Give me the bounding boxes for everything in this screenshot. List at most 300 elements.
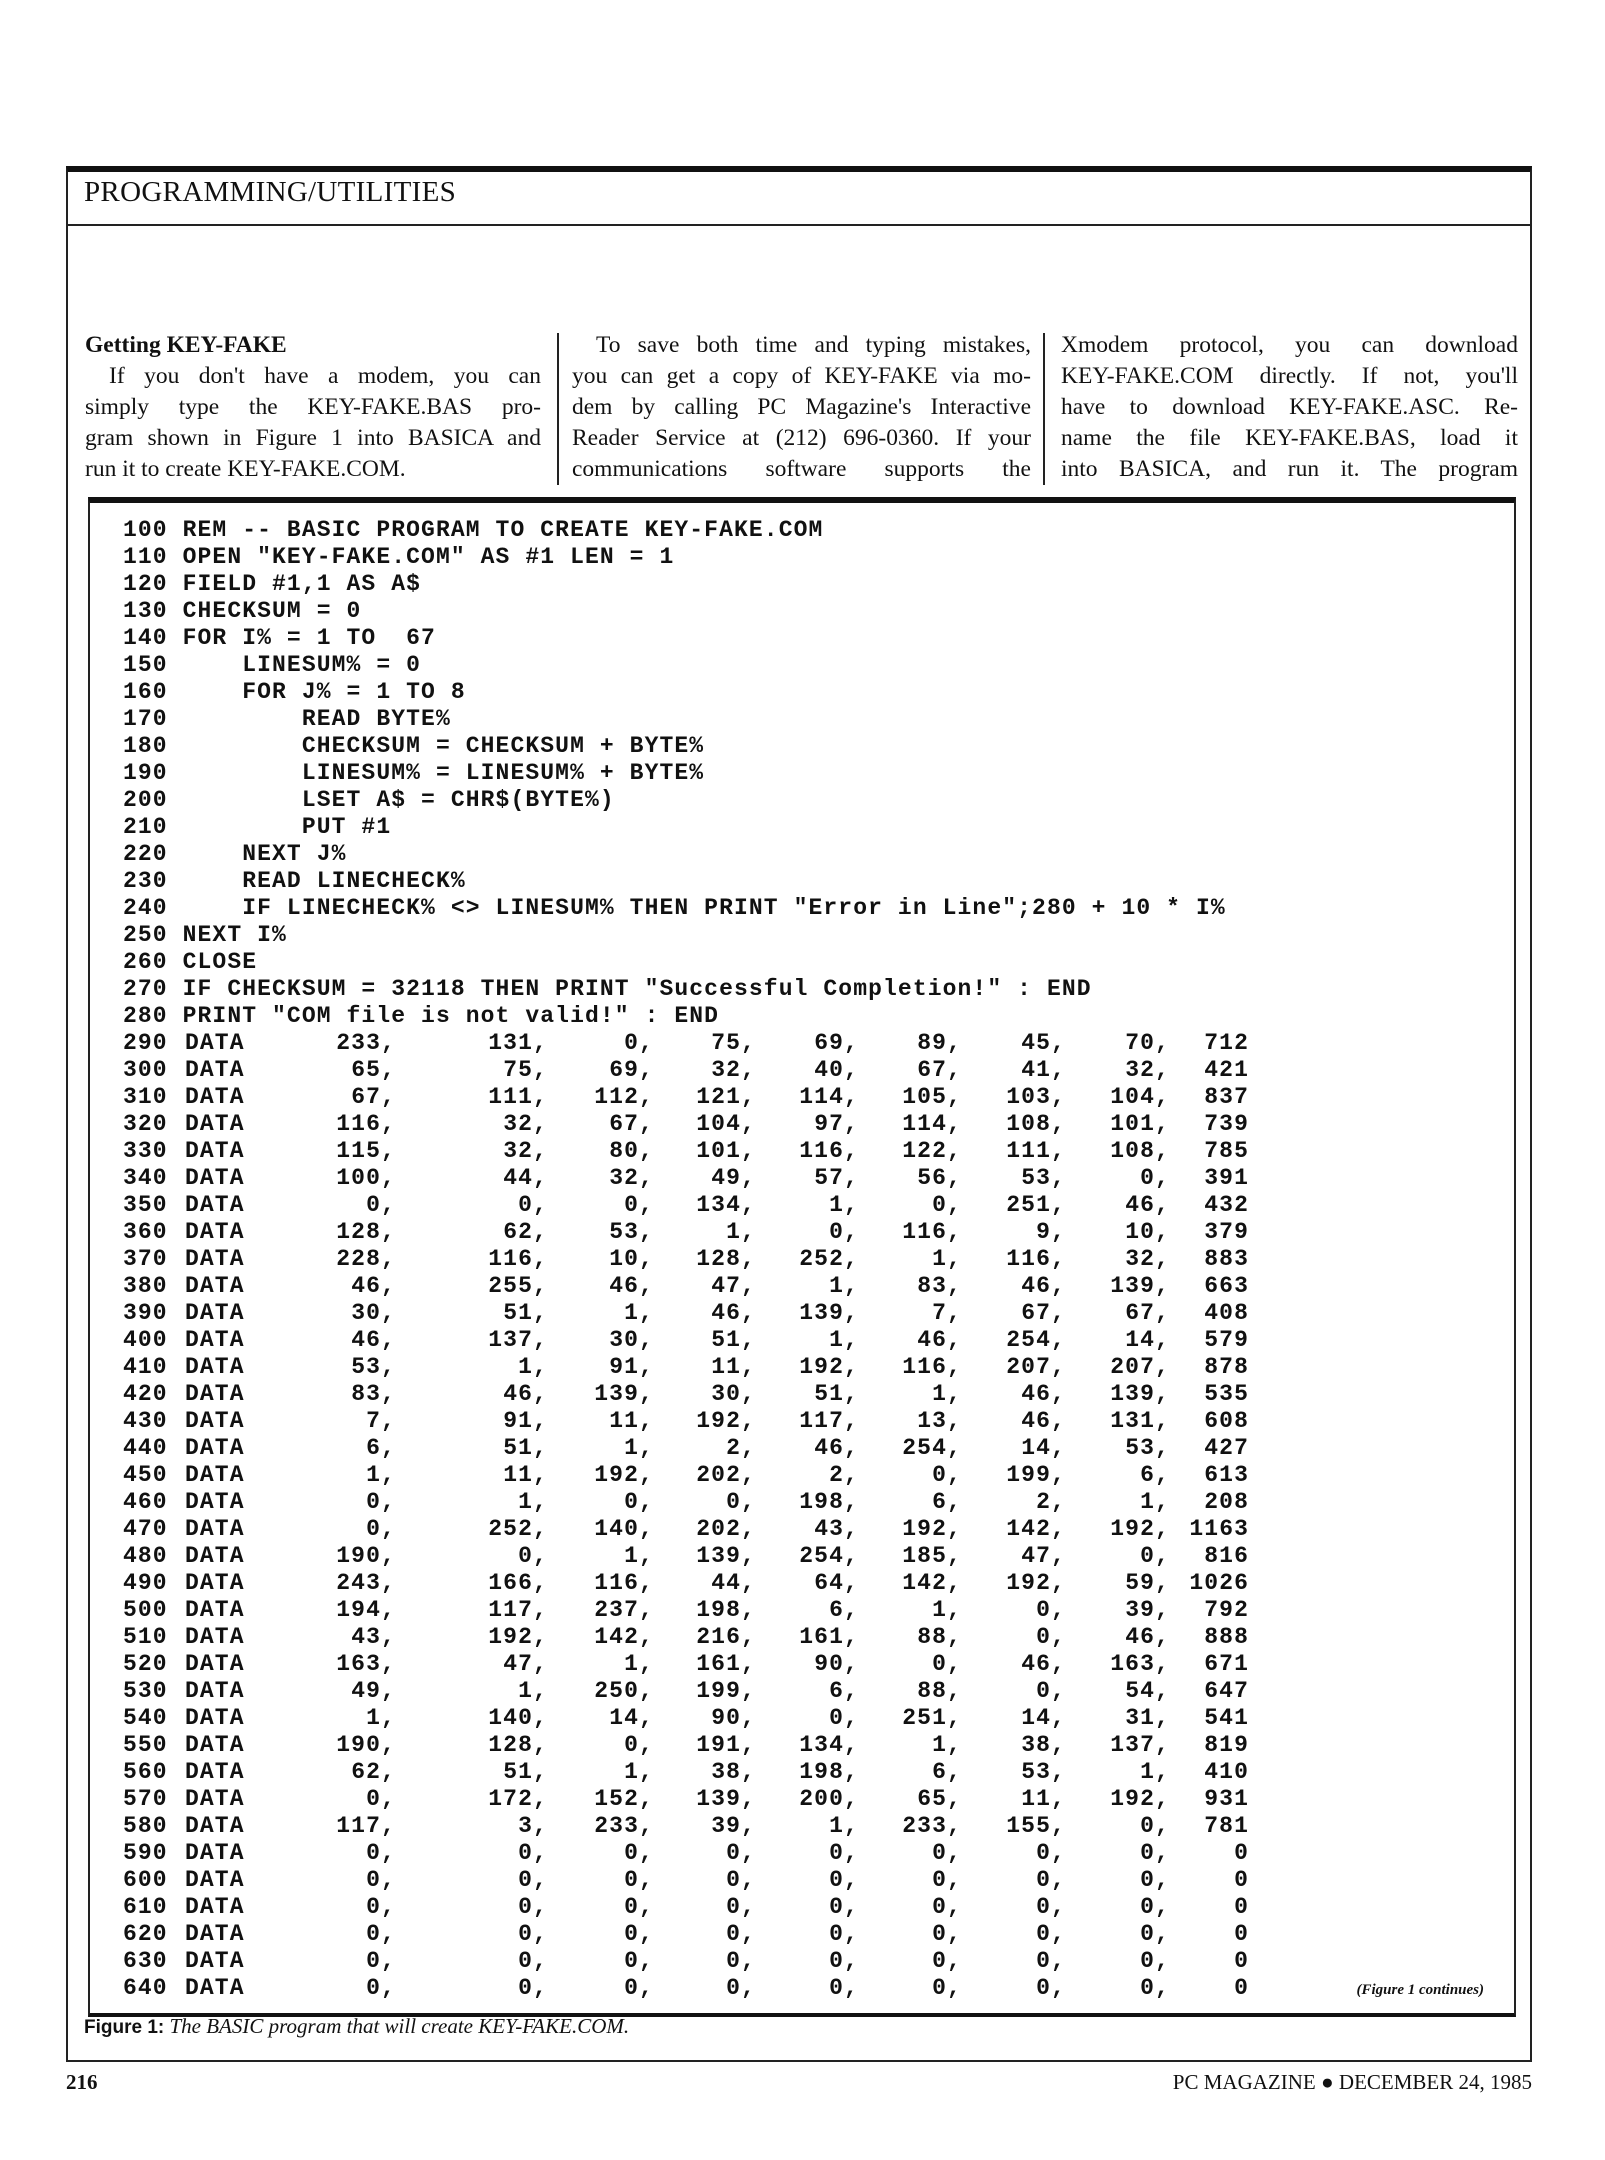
comma: ,: [844, 1813, 859, 1839]
data-value: 117: [336, 1813, 381, 1839]
comma: ,: [1155, 1624, 1170, 1650]
comma: ,: [947, 1678, 962, 1704]
code-line: 130 CHECKSUM = 0: [123, 598, 362, 624]
data-value: 139: [1110, 1273, 1155, 1299]
data-value: 117: [488, 1597, 533, 1623]
data-value: 46: [1021, 1381, 1051, 1407]
comma: ,: [533, 1084, 548, 1110]
comma: ,: [844, 1165, 859, 1191]
data-value: 51: [503, 1759, 533, 1785]
data-value: 116: [488, 1246, 533, 1272]
line-number: 450: [123, 1462, 168, 1488]
data-line: [123, 1030, 1323, 1057]
code-line: 150 LINESUM% = 0: [123, 652, 422, 678]
comma: ,: [1155, 1651, 1170, 1677]
data-value: 0: [932, 1840, 947, 1866]
data-value: 198: [799, 1759, 844, 1785]
comma: ,: [639, 1300, 654, 1326]
comma: ,: [381, 1759, 396, 1785]
line-checksum: 421: [1204, 1057, 1249, 1083]
comma: ,: [844, 1624, 859, 1650]
data-value: 1: [829, 1192, 844, 1218]
data-line: [123, 1867, 1323, 1894]
line-checksum: 427: [1204, 1435, 1249, 1461]
data-value: 14: [609, 1705, 639, 1731]
line-number: 290: [123, 1030, 168, 1056]
comma: ,: [1051, 1300, 1066, 1326]
comma: ,: [381, 1165, 396, 1191]
comma: ,: [741, 1057, 756, 1083]
comma: ,: [741, 1300, 756, 1326]
comma: ,: [381, 1327, 396, 1353]
comma: ,: [741, 1543, 756, 1569]
data-value: 1: [624, 1651, 639, 1677]
comma: ,: [1155, 1921, 1170, 1947]
data-value: 1: [726, 1219, 741, 1245]
comma: ,: [381, 1786, 396, 1812]
data-value: 190: [336, 1543, 381, 1569]
line-number: 520: [123, 1651, 168, 1677]
data-value: 14: [1021, 1435, 1051, 1461]
comma: ,: [533, 1948, 548, 1974]
comma: ,: [639, 1840, 654, 1866]
data-keyword: DATA: [185, 1651, 245, 1677]
comma: ,: [1051, 1813, 1066, 1839]
comma: ,: [741, 1435, 756, 1461]
data-line: [123, 1786, 1323, 1813]
comma: ,: [381, 1408, 396, 1434]
data-keyword: DATA: [185, 1354, 245, 1380]
data-line: [123, 1084, 1323, 1111]
comma: ,: [639, 1867, 654, 1893]
data-value: 30: [609, 1327, 639, 1353]
line-number: 610: [123, 1894, 168, 1920]
comma: ,: [947, 1840, 962, 1866]
comma: ,: [1155, 1543, 1170, 1569]
comma: ,: [1051, 1219, 1066, 1245]
comma: ,: [1051, 1462, 1066, 1488]
data-line: [123, 1894, 1323, 1921]
data-value: 163: [336, 1651, 381, 1677]
data-value: 46: [503, 1381, 533, 1407]
comma: ,: [1051, 1921, 1066, 1947]
data-keyword: DATA: [185, 1840, 245, 1866]
data-keyword: DATA: [185, 1867, 245, 1893]
comma: ,: [533, 1624, 548, 1650]
line-number: 460: [123, 1489, 168, 1515]
comma: ,: [533, 1192, 548, 1218]
comma: ,: [947, 1516, 962, 1542]
data-value: 49: [711, 1165, 741, 1191]
data-value: 0: [366, 1894, 381, 1920]
data-value: 0: [518, 1975, 533, 2001]
data-line: [123, 1543, 1323, 1570]
data-value: 2: [829, 1462, 844, 1488]
data-keyword: DATA: [185, 1489, 245, 1515]
data-value: 51: [503, 1435, 533, 1461]
data-value: 46: [1125, 1192, 1155, 1218]
data-value: 65: [917, 1786, 947, 1812]
comma: ,: [741, 1408, 756, 1434]
comma: ,: [844, 1651, 859, 1677]
comma: ,: [533, 1921, 548, 1947]
comma: ,: [639, 1948, 654, 1974]
data-value: 75: [711, 1030, 741, 1056]
line-number: 350: [123, 1192, 168, 1218]
comma: ,: [1051, 1543, 1066, 1569]
article-line: communications software supports the: [572, 456, 1031, 482]
data-value: 0: [726, 1489, 741, 1515]
data-value: 43: [351, 1624, 381, 1650]
comma: ,: [639, 1057, 654, 1083]
data-line: [123, 1381, 1323, 1408]
data-value: 90: [814, 1651, 844, 1677]
line-checksum: 785: [1204, 1138, 1249, 1164]
data-value: 128: [336, 1219, 381, 1245]
data-value: 202: [696, 1462, 741, 1488]
data-value: 0: [1140, 1894, 1155, 1920]
data-value: 1: [624, 1300, 639, 1326]
comma: ,: [947, 1300, 962, 1326]
comma: ,: [533, 1786, 548, 1812]
comma: ,: [844, 1921, 859, 1947]
line-number: 600: [123, 1867, 168, 1893]
comma: ,: [947, 1273, 962, 1299]
data-value: 53: [1125, 1435, 1155, 1461]
data-value: 1: [366, 1705, 381, 1731]
line-checksum: 739: [1204, 1111, 1249, 1137]
comma: ,: [844, 1327, 859, 1353]
comma: ,: [381, 1435, 396, 1461]
article-heading: Getting KEY-FAKE: [85, 332, 287, 358]
data-value: 0: [366, 1192, 381, 1218]
comma: ,: [844, 1570, 859, 1596]
comma: ,: [741, 1489, 756, 1515]
data-value: 7: [932, 1300, 947, 1326]
data-keyword: DATA: [185, 1705, 245, 1731]
comma: ,: [1051, 1435, 1066, 1461]
comma: ,: [1155, 1840, 1170, 1866]
comma: ,: [741, 1786, 756, 1812]
data-value: 0: [1140, 1975, 1155, 2001]
data-value: 252: [488, 1516, 533, 1542]
comma: ,: [844, 1678, 859, 1704]
data-line: [123, 1921, 1323, 1948]
data-value: 70: [1125, 1030, 1155, 1056]
data-value: 0: [932, 1867, 947, 1893]
comma: ,: [844, 1354, 859, 1380]
comma: ,: [533, 1867, 548, 1893]
comma: ,: [1155, 1165, 1170, 1191]
data-value: 0: [1036, 1921, 1051, 1947]
comma: ,: [381, 1084, 396, 1110]
data-value: 111: [1006, 1138, 1051, 1164]
data-value: 69: [814, 1030, 844, 1056]
data-value: 0: [1036, 1840, 1051, 1866]
comma: ,: [947, 1246, 962, 1272]
line-checksum: 1163: [1189, 1516, 1249, 1542]
comma: ,: [1155, 1057, 1170, 1083]
comma: ,: [533, 1543, 548, 1569]
data-value: 46: [1021, 1651, 1051, 1677]
data-value: 1: [932, 1246, 947, 1272]
data-value: 243: [336, 1570, 381, 1596]
data-value: 0: [366, 1516, 381, 1542]
data-value: 14: [1125, 1327, 1155, 1353]
line-number: 590: [123, 1840, 168, 1866]
line-number: 370: [123, 1246, 168, 1272]
comma: ,: [1155, 1462, 1170, 1488]
comma: ,: [1155, 1759, 1170, 1785]
data-value: 46: [1021, 1273, 1051, 1299]
data-value: 199: [696, 1678, 741, 1704]
data-value: 1: [624, 1435, 639, 1461]
comma: ,: [381, 1948, 396, 1974]
comma: ,: [639, 1786, 654, 1812]
data-line: [123, 1165, 1323, 1192]
data-value: 41: [1021, 1057, 1051, 1083]
data-value: 139: [799, 1300, 844, 1326]
data-keyword: DATA: [185, 1462, 245, 1488]
comma: ,: [533, 1705, 548, 1731]
data-value: 114: [902, 1111, 947, 1137]
comma: ,: [1051, 1084, 1066, 1110]
data-keyword: DATA: [185, 1516, 245, 1542]
data-value: 32: [711, 1057, 741, 1083]
data-value: 51: [711, 1327, 741, 1353]
comma: ,: [533, 1516, 548, 1542]
data-value: 6: [932, 1489, 947, 1515]
line-number: 340: [123, 1165, 168, 1191]
comma: ,: [381, 1597, 396, 1623]
data-value: 140: [488, 1705, 533, 1731]
data-value: 108: [1110, 1138, 1155, 1164]
comma: ,: [741, 1651, 756, 1677]
comma: ,: [844, 1786, 859, 1812]
line-checksum: 0: [1234, 1921, 1249, 1947]
data-value: 192: [799, 1354, 844, 1380]
data-value: 32: [1125, 1057, 1155, 1083]
data-value: 114: [799, 1084, 844, 1110]
line-checksum: 712: [1204, 1030, 1249, 1056]
data-value: 14: [1021, 1705, 1051, 1731]
comma: ,: [741, 1165, 756, 1191]
data-line: [123, 1813, 1323, 1840]
line-number: 620: [123, 1921, 168, 1947]
comma: ,: [639, 1327, 654, 1353]
data-value: 0: [366, 1975, 381, 2001]
data-value: 0: [932, 1975, 947, 2001]
data-value: 104: [696, 1111, 741, 1137]
data-value: 59: [1125, 1570, 1155, 1596]
comma: ,: [741, 1381, 756, 1407]
comma: ,: [844, 1948, 859, 1974]
data-value: 140: [594, 1516, 639, 1542]
data-value: 252: [799, 1246, 844, 1272]
data-value: 2: [1036, 1489, 1051, 1515]
data-line: [123, 1840, 1323, 1867]
data-value: 0: [518, 1948, 533, 1974]
comma: ,: [533, 1408, 548, 1434]
data-value: 161: [696, 1651, 741, 1677]
data-line: [123, 1678, 1323, 1705]
data-value: 91: [503, 1408, 533, 1434]
data-value: 0: [726, 1840, 741, 1866]
comma: ,: [1051, 1111, 1066, 1137]
comma: ,: [639, 1678, 654, 1704]
line-number: 540: [123, 1705, 168, 1731]
data-value: 0: [624, 1867, 639, 1893]
comma: ,: [639, 1462, 654, 1488]
data-value: 53: [609, 1219, 639, 1245]
article-line: you can get a copy of KEY-FAKE via mo-: [572, 363, 1031, 389]
line-number: 310: [123, 1084, 168, 1110]
data-value: 1: [829, 1327, 844, 1353]
comma: ,: [1155, 1408, 1170, 1434]
data-value: 192: [1110, 1516, 1155, 1542]
comma: ,: [844, 1516, 859, 1542]
data-value: 7: [366, 1408, 381, 1434]
code-line: 210 PUT #1: [123, 814, 392, 840]
comma: ,: [1051, 1327, 1066, 1353]
line-checksum: 613: [1204, 1462, 1249, 1488]
comma: ,: [741, 1894, 756, 1920]
comma: ,: [639, 1570, 654, 1596]
comma: ,: [381, 1381, 396, 1407]
comma: ,: [1051, 1489, 1066, 1515]
comma: ,: [639, 1030, 654, 1056]
comma: ,: [381, 1057, 396, 1083]
comma: ,: [381, 1354, 396, 1380]
data-value: 233: [594, 1813, 639, 1839]
data-line: [123, 1246, 1323, 1273]
title-rule: [66, 224, 1532, 226]
data-value: 0: [932, 1948, 947, 1974]
data-value: 0: [932, 1651, 947, 1677]
data-value: 0: [829, 1867, 844, 1893]
comma: ,: [844, 1705, 859, 1731]
data-line: [123, 1489, 1323, 1516]
data-value: 51: [814, 1381, 844, 1407]
data-value: 0: [829, 1705, 844, 1731]
comma: ,: [1051, 1516, 1066, 1542]
data-value: 30: [351, 1300, 381, 1326]
data-line: [123, 1138, 1323, 1165]
data-value: 137: [488, 1327, 533, 1353]
data-value: 0: [366, 1921, 381, 1947]
data-value: 11: [1021, 1786, 1051, 1812]
comma: ,: [947, 1543, 962, 1569]
comma: ,: [639, 1219, 654, 1245]
data-value: 6: [1140, 1462, 1155, 1488]
data-value: 67: [1021, 1300, 1051, 1326]
comma: ,: [381, 1570, 396, 1596]
data-value: 216: [696, 1624, 741, 1650]
comma: ,: [533, 1732, 548, 1758]
comma: ,: [844, 1867, 859, 1893]
data-value: 1: [624, 1759, 639, 1785]
line-number: 390: [123, 1300, 168, 1326]
line-number: 500: [123, 1597, 168, 1623]
comma: ,: [381, 1246, 396, 1272]
data-line: [123, 1948, 1323, 1975]
data-value: 207: [1110, 1354, 1155, 1380]
data-value: 111: [488, 1084, 533, 1110]
comma: ,: [639, 1408, 654, 1434]
data-line: [123, 1354, 1323, 1381]
comma: ,: [639, 1516, 654, 1542]
comma: ,: [1155, 1867, 1170, 1893]
comma: ,: [381, 1732, 396, 1758]
article-line: gram shown in Figure 1 into BASICA and: [85, 425, 541, 451]
data-value: 47: [711, 1273, 741, 1299]
data-value: 172: [488, 1786, 533, 1812]
line-number: 470: [123, 1516, 168, 1542]
data-value: 11: [609, 1408, 639, 1434]
line-checksum: 0: [1234, 1867, 1249, 1893]
data-value: 163: [1110, 1651, 1155, 1677]
data-value: 0: [624, 1030, 639, 1056]
data-value: 1: [932, 1732, 947, 1758]
comma: ,: [639, 1435, 654, 1461]
comma: ,: [947, 1192, 962, 1218]
data-value: 1: [518, 1489, 533, 1515]
data-value: 54: [1125, 1678, 1155, 1704]
line-checksum: 541: [1204, 1705, 1249, 1731]
data-line: [123, 1516, 1323, 1543]
comma: ,: [381, 1138, 396, 1164]
data-value: 38: [711, 1759, 741, 1785]
data-value: 88: [917, 1624, 947, 1650]
data-value: 0: [624, 1840, 639, 1866]
data-value: 6: [366, 1435, 381, 1461]
data-value: 0: [1140, 1840, 1155, 1866]
data-line: [123, 1219, 1323, 1246]
data-value: 53: [1021, 1759, 1051, 1785]
data-value: 0: [829, 1219, 844, 1245]
comma: ,: [844, 1732, 859, 1758]
comma: ,: [947, 1084, 962, 1110]
comma: ,: [741, 1921, 756, 1947]
comma: ,: [741, 1111, 756, 1137]
data-keyword: DATA: [185, 1624, 245, 1650]
data-value: 0: [366, 1867, 381, 1893]
comma: ,: [381, 1516, 396, 1542]
data-value: 1: [366, 1462, 381, 1488]
comma: ,: [947, 1813, 962, 1839]
comma: ,: [947, 1327, 962, 1353]
line-checksum: 781: [1204, 1813, 1249, 1839]
data-value: 137: [1110, 1732, 1155, 1758]
data-value: 1: [829, 1273, 844, 1299]
line-number: 630: [123, 1948, 168, 1974]
data-value: 0: [518, 1192, 533, 1218]
code-line: 270 IF CHECKSUM = 32118 THEN PRINT "Successful Completion!" : END: [123, 976, 1092, 1002]
data-value: 91: [609, 1354, 639, 1380]
comma: ,: [381, 1867, 396, 1893]
data-value: 202: [696, 1516, 741, 1542]
data-value: 0: [1036, 1597, 1051, 1623]
data-value: 53: [1021, 1165, 1051, 1191]
comma: ,: [844, 1381, 859, 1407]
comma: ,: [381, 1678, 396, 1704]
data-value: 250: [594, 1678, 639, 1704]
code-line: 230 READ LINECHECK%: [123, 868, 466, 894]
comma: ,: [741, 1678, 756, 1704]
line-checksum: 647: [1204, 1678, 1249, 1704]
comma: ,: [844, 1840, 859, 1866]
comma: ,: [947, 1759, 962, 1785]
